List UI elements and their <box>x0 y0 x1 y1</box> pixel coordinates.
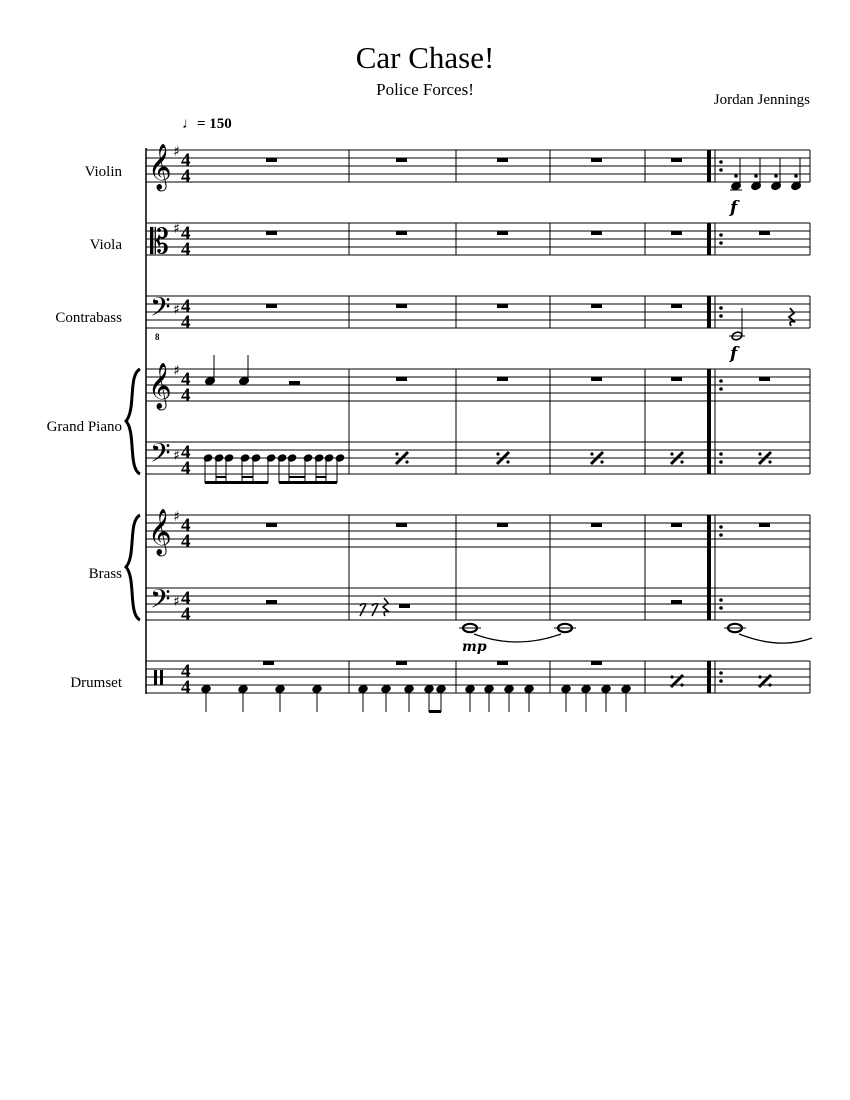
treble-clef-icon: 𝄞 <box>148 144 172 190</box>
svg-text:4: 4 <box>181 239 191 260</box>
svg-text:4: 4 <box>181 458 191 479</box>
half-rest <box>289 381 300 385</box>
alto-clef-icon: 𝄡 <box>150 222 169 262</box>
treble-clef-icon: 𝄞 <box>148 509 172 555</box>
composer-name: Jordan Jennings <box>713 92 810 108</box>
svg-text:4: 4 <box>181 166 191 187</box>
dynamic-violin: f <box>730 198 738 218</box>
octave-8-mark: 8 <box>155 332 160 342</box>
svg-text:4: 4 <box>181 369 191 390</box>
brass-whole-notes <box>459 624 812 643</box>
percussion-clef-icon <box>154 670 157 685</box>
time-signatures <box>181 150 191 698</box>
treble-clef-icon: 𝄞 <box>148 363 172 409</box>
svg-text:4: 4 <box>181 515 191 536</box>
svg-text:4: 4 <box>181 150 191 171</box>
instrument-label-contrabass: Contrabass <box>55 310 122 326</box>
svg-text:4: 4 <box>181 223 191 244</box>
bass-clef-icon: 𝄢 <box>150 583 171 621</box>
dynamic-contrabass: f <box>730 344 738 364</box>
key-signatures <box>173 144 180 610</box>
svg-text:4: 4 <box>181 442 191 463</box>
contrabass-notes <box>729 308 795 341</box>
score-title: Car Chase! <box>355 40 495 75</box>
svg-text:♯: ♯ <box>173 144 180 160</box>
score-subtitle: Police Forces! <box>376 80 474 99</box>
half-rest <box>399 604 410 608</box>
svg-text:4: 4 <box>181 588 191 609</box>
svg-text:4: 4 <box>181 604 191 625</box>
svg-text:4: 4 <box>181 531 191 552</box>
svg-text:4: 4 <box>181 661 191 682</box>
svg-text:♯: ♯ <box>173 302 180 318</box>
instrument-label-grand-piano: Grand Piano <box>46 419 122 435</box>
bass-clef-icon: 𝄢 <box>150 291 171 329</box>
bass-clef-icon: 𝄢 <box>150 437 171 475</box>
piano-rh-notes <box>205 355 250 386</box>
clefs <box>148 144 172 685</box>
svg-text:4: 4 <box>181 385 191 406</box>
svg-text:♯: ♯ <box>173 594 180 610</box>
svg-text:♯: ♯ <box>173 363 180 379</box>
instrument-label-violin: Violin <box>84 164 122 180</box>
drumset-notes <box>201 684 632 713</box>
instrument-label-drumset: Drumset <box>70 675 122 691</box>
instrument-label-viola: Viola <box>89 237 122 253</box>
svg-text:4: 4 <box>181 312 191 333</box>
brass-brace <box>126 515 140 620</box>
svg-text:♯: ♯ <box>173 509 180 525</box>
svg-text:♯: ♯ <box>173 221 180 237</box>
whole-rests <box>263 158 770 665</box>
svg-text:4: 4 <box>181 296 191 317</box>
svg-text:♯: ♯ <box>173 448 180 464</box>
dynamic-brass: mp <box>462 639 487 655</box>
tempo-marking: ♩= 150 <box>182 116 232 132</box>
brass-rests <box>360 598 389 616</box>
piano-brace <box>126 369 140 474</box>
svg-text:4: 4 <box>181 677 191 698</box>
instrument-label-brass: Brass <box>88 566 122 582</box>
